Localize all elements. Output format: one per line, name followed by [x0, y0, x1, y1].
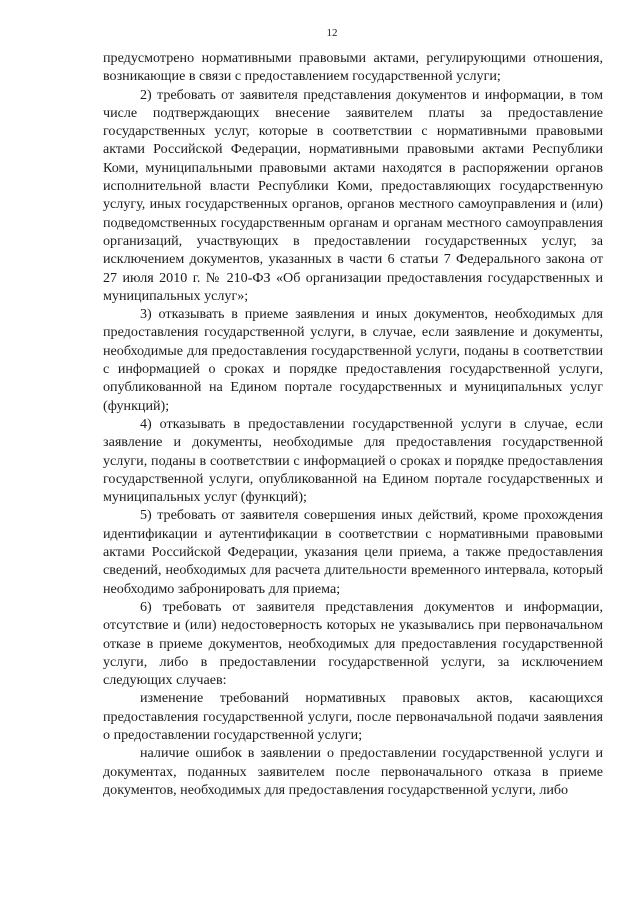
paragraph-case-2: наличие ошибок в заявлении о предоставлении государственной услуги и документах, поданных заявителем после первоначального отказа в приеме документов, необходимых для предоставления государственной услуги, либо: [103, 745, 603, 798]
document-body: [103, 49, 603, 799]
paragraph-continuation: предусмотрено нормативными правовыми актами, регулирующими отношения, возникающие в связи с предоставлением государственной услуги;: [103, 50, 603, 85]
paragraph-item-6: 6) требовать от заявителя представления документов и информации, отсутствие и (или) недостоверность которых не указывались при первоначальном отказе в приеме документов, необходимых для предоставления государственной услуги, либо в предоставлении государственной услуги, за исключением следующих случаев:: [103, 598, 603, 689]
paragraph-case-1: изменение требований нормативных правовых актов, касающихся предоставления государственной услуги, после первоначальной подачи заявления о предоставлении государственной услуги;: [103, 690, 603, 743]
paragraph-item-3: 3) отказывать в приеме заявления и иных документов, необходимых для предоставления государственной услуги, в случае, если заявление и документы, необходимые для предоставления государственной услуги, поданы в соответствии с информацией о сроках и порядке предоставления государственной услуги, опубликованной на Едином портале государственных и муниципальных услуг (функций);: [103, 306, 603, 414]
page-number: 12: [326, 27, 338, 39]
paragraph-item-4: 4) отказывать в предоставлении государственной услуги в случае, если заявление и документы, необходимые для предоставления государственной услуги, поданы в соответствии с информацией о сроках и порядке предоставления государственной услуги, опубликованной на Едином портале государственных и муниципальных услуг (функций);: [103, 415, 603, 506]
paragraph-item-2: 2) требовать от заявителя представления документов и информации, в том числе подтверждающих внесение заявителем платы за предоставление государственных услуг, которые в соответствии с нормативными правовыми актами Российской Федерации, нормативными правовыми актами Республики Коми, муниципальными правовыми актами находятся в распоряжении органов исполнительной власти Республики Коми, предоставляющих государственную услугу, иных государственных органов, органов местного самоуправления и (или) подведомственных государственным органам и органам местного самоуправления организаций, участвующих в предоставлении государственных услуг, за исключением документов, указанных в части 6 статьи 7 Федерального закона от 27 июля 2010 г. № 210-ФЗ «Об организации предоставления государственных и муниципальных услуг»;: [103, 86, 603, 304]
paragraph-item-5: 5) требовать от заявителя совершения иных действий, кроме прохождения идентификации и аутентификации в соответствии с нормативными правовыми актами Российской Федерации, указания цели приема, а также предоставления сведений, необходимых для расчета длительности временного интервала, который необходимо забронировать для приема;: [103, 507, 603, 597]
